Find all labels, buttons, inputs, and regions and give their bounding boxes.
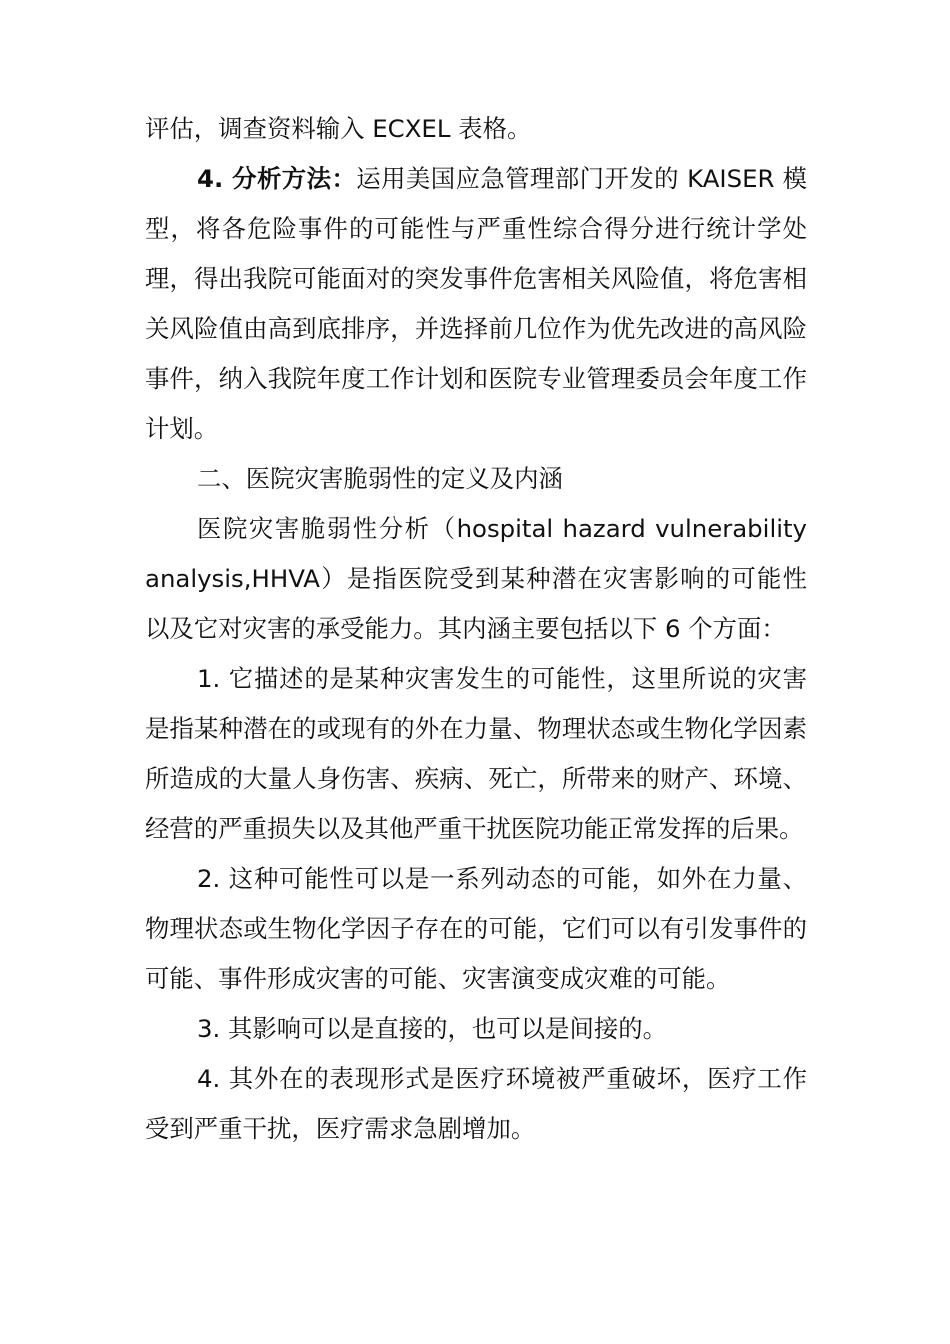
paragraph-continuation: 评估，调查资料输入 ECXEL 表格。 — [145, 114, 532, 143]
document-body — [145, 104, 807, 1154]
section-heading: 二、医院灾害脆弱性的定义及内涵 — [197, 464, 563, 493]
paragraph-analysis-method — [145, 154, 807, 454]
list-item-4: 4. 其外在的表现形式是医疗环境被严重破坏，医疗工作受到严重干扰，医疗需求急剧增加。 — [145, 1064, 807, 1143]
analysis-method-text: 运用美国应急管理部门开发的 KAISER 模型，将各危险事件的可能性与严重性综合得分进行统计学处理，得出我院可能面对的突发事件危害相关风险值，将危害相关风险值由高到底排序，并选择前几位作为优先改进的高风险事件，纳入我院年度工作计划和医院专业管理委员会年度工作计划。 — [145, 164, 808, 443]
list-item-1: 1. 它描述的是某种灾害发生的可能性，这里所说的灾害是指某种潜在的或现有的外在力量、物理状态或生物化学因素所造成的大量人身伤害、疾病、死亡，所带来的财产、环境、经营的严重损失以及其他严重干扰医院功能正常发挥的后果。 — [145, 664, 807, 843]
analysis-method-heading: 4. 分析方法： — [197, 164, 357, 193]
list-item-2: 2. 这种可能性可以是一系列动态的可能，如外在力量、物理状态或生物化学因子存在的可能，它们可以有引发事件的可能、事件形成灾害的可能、灾害演变成灾难的可能。 — [145, 864, 807, 993]
list-item-3: 3. 其影响可以是直接的，也可以是间接的。 — [197, 1014, 668, 1043]
paragraph-hhva-definition: 医院灾害脆弱性分析（hospital hazard vulnerability analysis,HHVA）是指医院受到某种潜在灾害影响的可能性以及它对灾害的承受能力。其内涵主要包括以下 6 个方面： — [145, 514, 807, 643]
